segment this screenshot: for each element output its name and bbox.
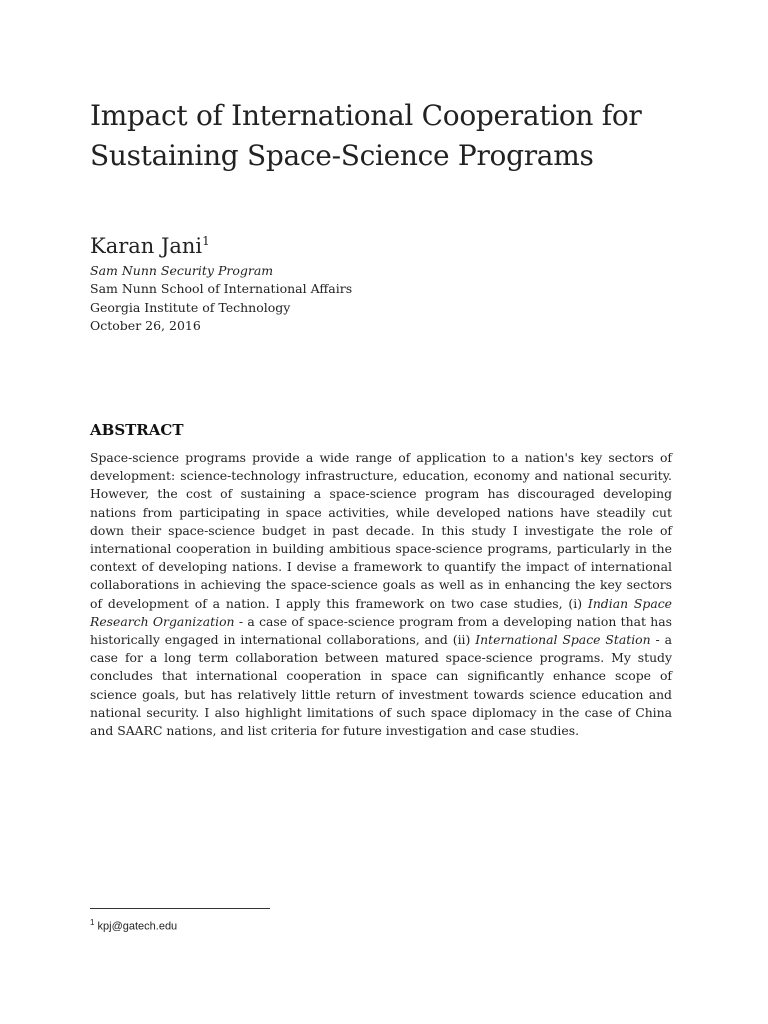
abstract-heading: ABSTRACT: [90, 421, 184, 439]
footnote-email: kpj@gatech.edu: [97, 920, 178, 933]
footnote-divider: [90, 908, 270, 909]
affiliation-program: Sam Nunn Security Program: [90, 263, 274, 278]
affiliation-school: Sam Nunn School of International Affairs: [90, 281, 353, 297]
author-footnote-mark: 1: [202, 234, 210, 248]
paper-title: [90, 96, 690, 176]
abstract-body: [90, 449, 672, 740]
author-name: [90, 226, 210, 261]
abstract-italic-isro: Indian Space Research Organization: [90, 595, 672, 629]
footnote-mark: 1: [90, 918, 95, 927]
title-line-2: Sustaining Space-Science Programs: [90, 139, 594, 172]
abstract-text-2: - a case of space-science program from a developing nation that has historically engaged in international collaborations, and (ii): [90, 613, 672, 648]
footnote: [90, 916, 177, 934]
affiliation-block: [90, 262, 352, 335]
abstract-italic-iss: International Space Station: [475, 632, 651, 648]
affiliation-institute: Georgia Institute of Technology: [90, 299, 291, 315]
author-text: Karan Jani: [90, 234, 203, 258]
abstract-text-3: - a case for a long term collaboration between matured space-science programs. My study concludes that international cooperation in space can significantly enhance scope of science goals, but has relatively little return of investment towards science education and national security. I also highlight limitations of such space diplomacy in the case of China and SAARC nations, and list criteria for future investigation and case studies.: [90, 632, 672, 739]
title-line-1: Impact of International Cooperation for: [90, 99, 642, 132]
paper-date: October 26, 2016: [90, 317, 201, 333]
abstract-text-1: Space-science programs provide a wide range of application to a nation's key sectors of development: science-technology infrastructure, education, economy and national security. However, the cost of sustaining a space-science program has discouraged developing nations from participating in space activities, while developed nations have steadily cut down their space-science budget in past decade. In this study I investigate the role of international cooperation in building ambitious space-science programs, particularly in the context of developing nations. I devise a framework to quantify the impact of international collaborations in achieving the space-science goals as well as in enhancing the key sectors of development of a nation. I apply this framework on two case studies, (i): [90, 450, 672, 611]
